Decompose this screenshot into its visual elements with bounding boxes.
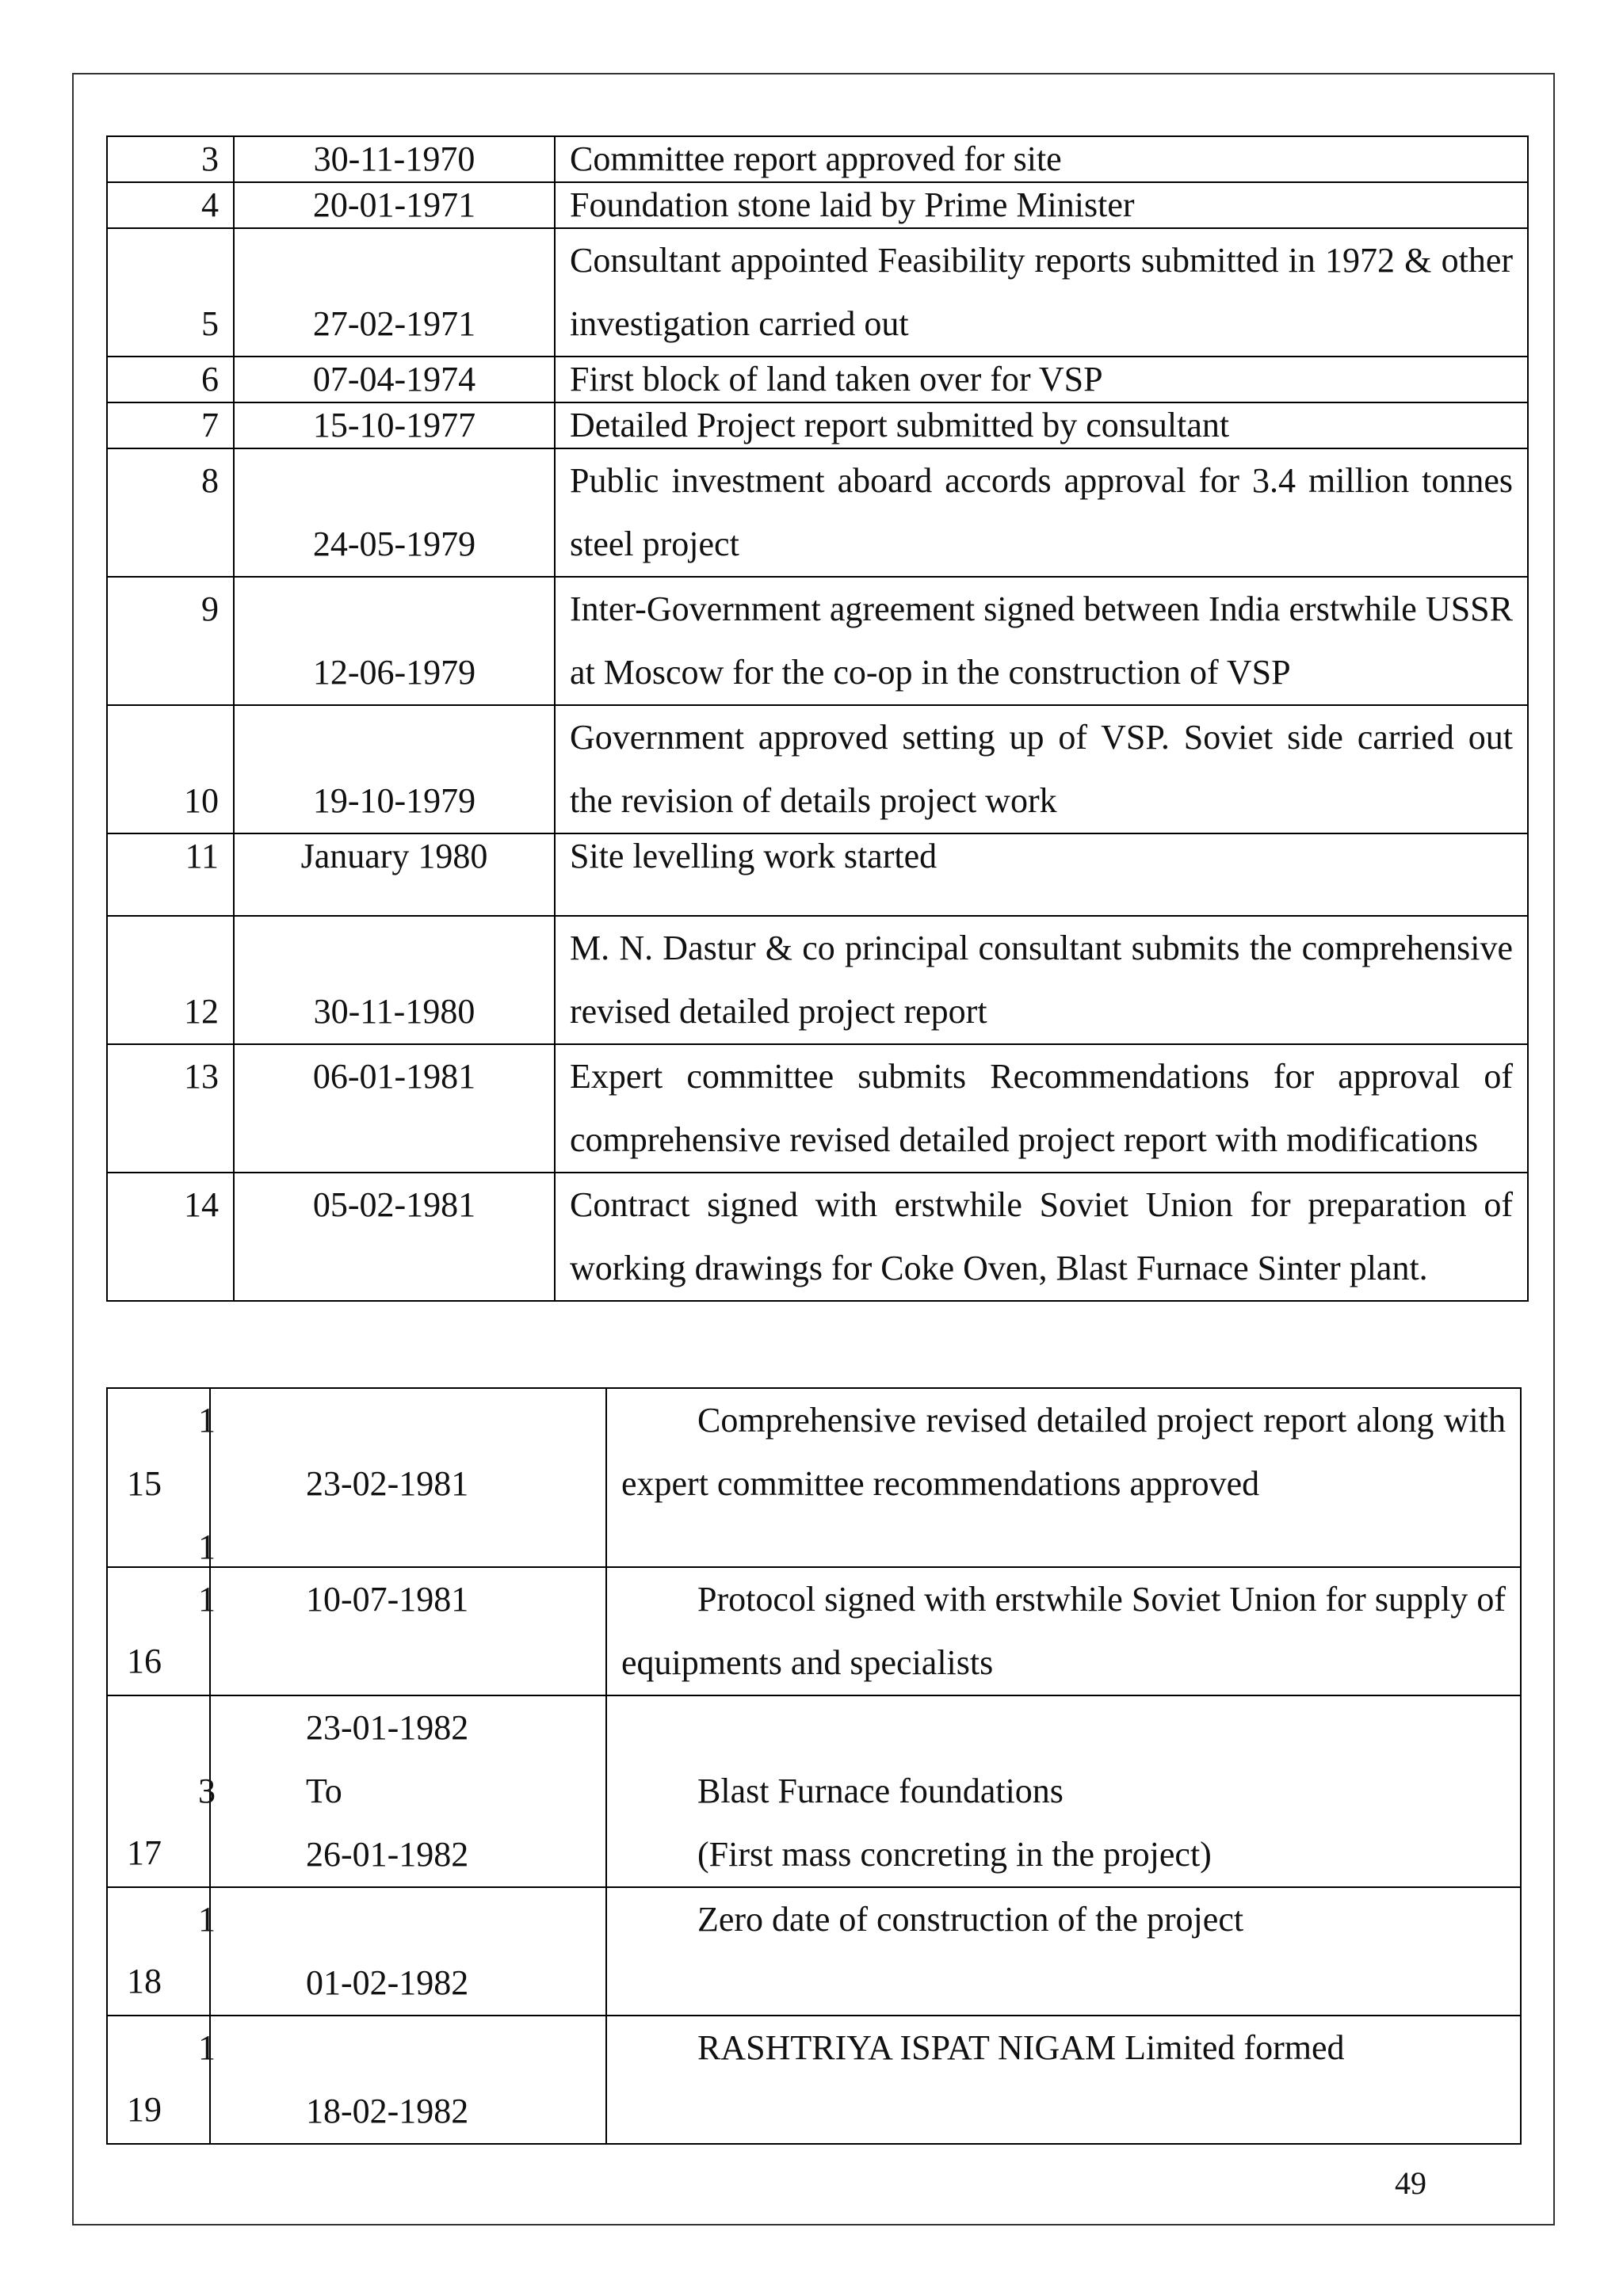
row-date: 30-11-1980	[234, 916, 555, 1044]
stray-digit: 1	[198, 1401, 216, 1440]
row-event-note: (First mass concreting in the project)	[697, 1835, 1212, 1874]
stray-digit: 1	[198, 1900, 216, 1939]
row-number: 6	[107, 357, 234, 402]
table-row	[107, 1695, 1521, 1887]
table-row	[107, 182, 1528, 228]
row-event-text: RASHTRIYA ISPAT NIGAM Limited formed	[697, 2028, 1345, 2067]
table-row	[107, 577, 1528, 705]
row-date: 15-10-1977	[234, 402, 555, 448]
row-number: 3	[107, 136, 234, 182]
row-event: M. N. Dastur & co principal consultant submits the comprehensive revised detailed project report	[555, 916, 1528, 1044]
row-date: 24-05-1979	[234, 448, 555, 577]
row-number: 11	[107, 833, 234, 916]
stray-digit: 1	[198, 2028, 216, 2067]
row-event-text: Zero date of construction of the project	[697, 1900, 1244, 1939]
row-number-cell	[107, 1695, 216, 1887]
row-number: 10	[107, 705, 234, 833]
row-date: 19-10-1979	[234, 705, 555, 833]
row-event-text: Blast Furnace foundations	[697, 1772, 1064, 1810]
timeline-table-1	[106, 135, 1529, 1302]
row-number: 9	[107, 577, 234, 705]
row-date: 18-02-1982	[210, 2016, 606, 2144]
row-date: 12-06-1979	[234, 577, 555, 705]
table-row	[107, 1173, 1528, 1301]
row-date: 23-02-1981	[210, 1388, 606, 1567]
row-number: 8	[107, 448, 234, 577]
table-row	[107, 1044, 1528, 1173]
row-number: 4	[107, 182, 234, 228]
row-date-range	[210, 1695, 606, 1887]
page-number: 49	[1395, 2165, 1426, 2201]
row-event	[606, 1388, 1521, 1567]
row-event: Committee report approved for site	[555, 136, 1528, 182]
row-number: 17	[127, 1833, 162, 1872]
row-date-from: 23-01-1982	[306, 1708, 469, 1747]
row-number: 14	[107, 1173, 234, 1301]
row-event	[606, 1887, 1521, 2016]
row-event: Foundation stone laid by Prime Minister	[555, 182, 1528, 228]
timeline-table-2	[106, 1387, 1522, 2145]
stray-digit: 1	[198, 1527, 216, 1566]
row-number-cell	[107, 2016, 216, 2144]
table-row	[107, 1388, 1521, 1567]
row-event: Site levelling work started	[555, 833, 1528, 916]
row-event: Contract signed with erstwhile Soviet Union for preparation of working drawings for Coke Oven, Blast Furnace Sinter plant.	[555, 1173, 1528, 1301]
row-date: January 1980	[234, 833, 555, 916]
row-number: 7	[107, 402, 234, 448]
table-row	[107, 705, 1528, 833]
table-row	[107, 2016, 1521, 2144]
table-row	[107, 402, 1528, 448]
row-date: 10-07-1981	[210, 1567, 606, 1695]
row-number-cell	[107, 1567, 216, 1695]
stray-digit: 3	[198, 1772, 216, 1810]
row-event: Public investment aboard accords approval for 3.4 million tonnes steel project	[555, 448, 1528, 577]
row-event-text: Protocol signed with erstwhile Soviet Union for supply of equipments and specialists	[621, 1580, 1506, 1682]
table-row	[107, 228, 1528, 357]
row-number: 15	[127, 1464, 162, 1503]
row-event	[606, 1695, 1521, 1887]
table-row	[107, 1887, 1521, 2016]
row-event: Expert committee submits Recommendations for approval of comprehensive revised detailed project report with modifications	[555, 1044, 1528, 1173]
table-row	[107, 357, 1528, 402]
table-row	[107, 1567, 1521, 1695]
row-event	[606, 2016, 1521, 2144]
row-event: First block of land taken over for VSP	[555, 357, 1528, 402]
table-row	[107, 833, 1528, 916]
row-date: 07-04-1974	[234, 357, 555, 402]
row-number: 13	[107, 1044, 234, 1173]
row-date: 27-02-1971	[234, 228, 555, 357]
row-number: 18	[127, 1962, 162, 2000]
row-event: Detailed Project report submitted by consultant	[555, 402, 1528, 448]
row-number: 12	[107, 916, 234, 1044]
row-date-to-label: To	[306, 1772, 342, 1810]
stray-digit: 1	[198, 1580, 216, 1619]
row-date: 06-01-1981	[234, 1044, 555, 1173]
row-event	[606, 1567, 1521, 1695]
row-number: 5	[107, 228, 234, 357]
table-row	[107, 916, 1528, 1044]
row-number: 19	[127, 2090, 162, 2129]
row-number: 16	[127, 1642, 162, 1680]
row-event: Consultant appointed Feasibility reports submitted in 1972 & other investigation carried out	[555, 228, 1528, 357]
row-event: Government approved setting up of VSP. Soviet side carried out the revision of details project work	[555, 705, 1528, 833]
row-event: Inter-Government agreement signed between India erstwhile USSR at Moscow for the co-op in the construction of VSP	[555, 577, 1528, 705]
row-date: 01-02-1982	[210, 1887, 606, 2016]
table-row	[107, 136, 1528, 182]
row-date: 05-02-1981	[234, 1173, 555, 1301]
table-row	[107, 448, 1528, 577]
row-date-to: 26-01-1982	[306, 1835, 469, 1874]
row-date: 30-11-1970	[234, 136, 555, 182]
row-event-text: Comprehensive revised detailed project report along with expert committee recommendations approved	[621, 1401, 1506, 1503]
row-date: 20-01-1971	[234, 182, 555, 228]
row-number-cell	[107, 1887, 216, 2016]
row-number-cell	[107, 1388, 216, 1567]
